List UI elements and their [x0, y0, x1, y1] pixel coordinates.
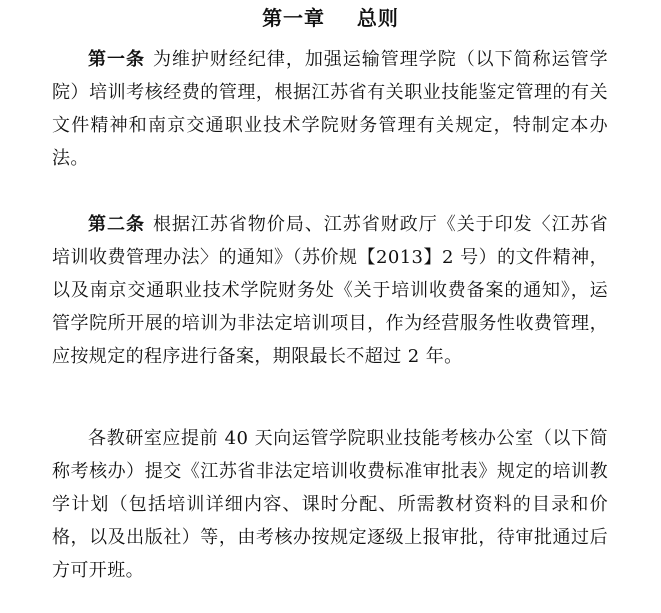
article-2-paragraph: [52, 208, 608, 373]
article-2-label: 第二条: [88, 214, 145, 235]
article-1-label: 第一条: [88, 49, 145, 70]
chapter-title: 第一章 总则: [262, 6, 399, 30]
article-1-text: 为维护财经纪律，加强运输管理学院（以下简称运管学院）培训考核经费的管理，根据江苏省有关职业技能鉴定管理的有关文件精神和南京交通职业技术学院财务管理有关规定，特制定本办法。: [52, 49, 608, 169]
article-1-paragraph: [52, 43, 608, 175]
article-2-continuation-paragraph: [52, 422, 608, 587]
article-2-text: 根据江苏省物价局、江苏省财政厅《关于印发〈江苏省培训收费管理办法〉的通知》（苏价规【2013】2 号）的文件精神，以及南京交通职业技术学院财务处《关于培训收费备案的通知》，运管学院所开展的培训为非法定培训项目，作为经营服务性收费管理，应按规定的程序进行备案，期限最长不超过 2 年。: [52, 214, 608, 367]
article-2-continuation-text: 各教研室应提前 40 天向运管学院职业技能考核办公室（以下简称考核办）提交《江苏省非法定培训收费标准审批表》规定的培训教学计划（包括培训详细内容、课时分配、所需教材资料的目录和价格，以及出版社）等，由考核办按规定逐级上报审批，待审批通过后方可开班。: [52, 428, 608, 581]
